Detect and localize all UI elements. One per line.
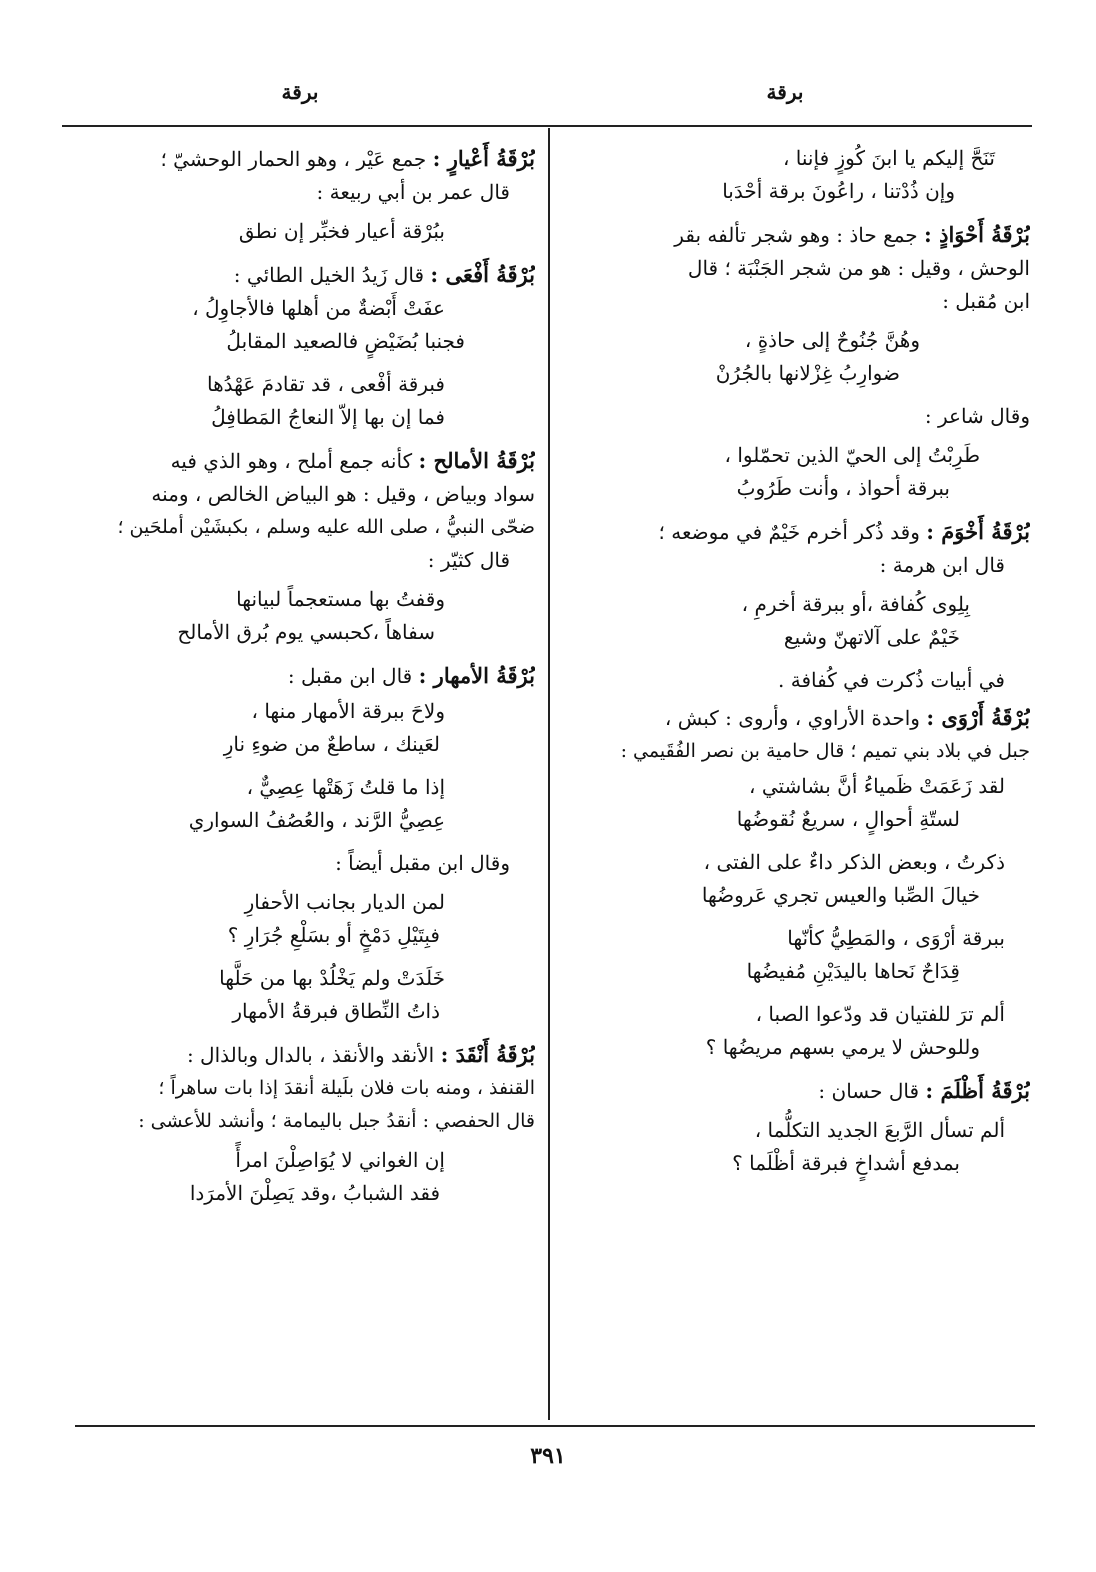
entry-text: وقال شاعر :	[924, 404, 1030, 428]
verse	[70, 695, 535, 761]
entry-burqat-ahwadh	[560, 218, 1030, 505]
entry-headword: بُرْقَةُ الأمالح :	[418, 448, 535, 473]
verse-hemistich: ذاتُ النِّطاق فبرقةُ الأمهار	[232, 999, 440, 1023]
running-header-left: برقة	[281, 80, 319, 104]
verse-hemistich: خَيْمٌ على آلاتهنّ وشيع	[783, 625, 960, 649]
verse-hemistich: ضوارِبُ غِزْلانها بالجُرُنْ	[715, 361, 900, 385]
verse	[560, 1114, 1030, 1180]
verse-hemistich: لقد زَعَمَتْ ظَمياءُ أنَّ بشاشتي ،	[749, 774, 1005, 798]
verse	[70, 962, 535, 1028]
verse-hemistich: عِصِيُّ الرَّند ، والعُصُفُ السواري	[188, 808, 445, 832]
entry-headword: بُرْقَةُ أَحْوَاذٍ :	[924, 222, 1030, 247]
verse-hemistich: لمن الديار بجانب الأحفارِ	[244, 890, 445, 914]
entry-burqat-azlam	[560, 1074, 1030, 1180]
entry-text: جبل في بلاد بني تميم ؛ قال حامية بن نصر الفُقَيمي :	[620, 740, 1030, 762]
verse-hemistich: ببُرْقة أعيار فخبِّر إن نطق	[238, 219, 445, 243]
verse-hemistich: إن الغواني لا يُوَاصِلْنَ امرأً	[235, 1148, 445, 1172]
verse-hemistich: وقفتُ بها مستعجماً لبيانها	[236, 587, 445, 611]
left-column	[70, 140, 535, 1415]
entry-text: قال عمر بن أبي ربيعة :	[316, 180, 510, 204]
entry-burqat-anqad	[70, 1038, 535, 1210]
running-header-right: برقة	[766, 80, 804, 104]
verse-hemistich: ألم تسأل الرَّبعَ الجديد التكلُّما ،	[754, 1118, 1005, 1142]
verse-hemistich: فما إن بها إلاّ النعاجُ المَطافِلُ	[211, 405, 445, 429]
entry-text: قال ابن هرمة :	[879, 553, 1005, 577]
entry-burqat-arwa	[560, 701, 1030, 1064]
verse-hemistich: عفَتْ أَبْضةٌ من أهلها فالأجاوِلُ ،	[192, 296, 445, 320]
entry-headword: بُرْقَةُ أَظْلَمَ :	[925, 1078, 1030, 1103]
verse	[560, 439, 1030, 505]
verse-hemistich: طَرِبْتُ إلى الحيّ الذين تحمّلوا ،	[724, 443, 980, 467]
header-rule	[62, 125, 1032, 127]
verse-continuation	[560, 142, 1030, 208]
verse-hemistich: وللوحش لا يرمي بسهم مريضُها ؟	[705, 1035, 980, 1059]
entry-text: الوحش ، وقيل : هو من شجر الجَنْبَة ؛ قال	[687, 256, 1030, 280]
verse-hemistich: ولاحَ ببرقة الأمهار منها ،	[251, 699, 445, 723]
entry-burqat-akhwam	[560, 515, 1030, 697]
entry-text: كأنه جمع أملح ، وهو الذي فيه	[170, 449, 413, 473]
verse-hemistich: فجنبا بُضَيْضٍ فالصعيد المقابلُ	[226, 329, 465, 353]
verse-hemistich: فقد الشبابُ ،وقد يَصِلْنَ الأمرَدا	[189, 1181, 440, 1205]
verse	[560, 770, 1030, 836]
verse-hemistich: لعَينك ، ساطعٌ من ضوءِ نارِ	[223, 732, 440, 756]
verse	[70, 583, 535, 649]
verse-hemistich: فبرقة أفْعى ، قد تقادمَ عَهْدُها	[206, 372, 445, 396]
verse-hemistich: تَنَحَّ إليكم يا ابنَ كُوزٍ فإننا ،	[782, 146, 995, 170]
entry-text: قال ابن مقبل :	[287, 664, 413, 688]
verse	[70, 771, 535, 837]
entry-burqat-al-amalih	[70, 444, 535, 649]
entry-text: جمع حاذ : وهو شجر تألفه بقر	[674, 223, 918, 247]
page-number: ٣٩١	[530, 1443, 566, 1469]
entry-text: القنفذ ، ومنه بات فلان بلَيلة أنقدَ إذا بات ساهراً ؛	[158, 1077, 535, 1099]
verse-hemistich: قِدَاحٌ نَحاها باليدَيْنِ مُفيضُها	[746, 959, 960, 983]
entry-text: ضحّى النبيُّ ، صلى الله عليه وسلم ، بكبشَيْن أملحَين ؛	[117, 516, 535, 538]
column-divider	[548, 128, 550, 1420]
entry-text: الأنقد والأنقذ ، بالدال وبالذال :	[186, 1043, 435, 1067]
verse	[560, 588, 1030, 654]
entry-text: وقد ذُكر أخرم خَيْمٌ في موضعه ؛	[658, 520, 920, 544]
entry-burqat-afa	[70, 258, 535, 434]
entry-text: جمع عَيْر ، وهو الحمار الوحشيّ ؛	[160, 147, 427, 171]
verse	[70, 292, 535, 358]
verse-hemistich: وإن ذُدْتنا ، راعُونَ برقة أحْدَبا	[722, 179, 955, 203]
entry-headword: بُرْقَةُ أَخْوَمَ :	[926, 519, 1030, 544]
entry-text: قال كثيّر :	[427, 548, 510, 572]
verse	[560, 922, 1030, 988]
entry-headword: بُرْقَةُ الأمهار :	[418, 663, 535, 688]
footer-rule	[75, 1425, 1035, 1427]
entry-headword: بُرْقَةُ أَعْيارٍ :	[432, 146, 535, 171]
entry-text: ابن مُقبل :	[942, 289, 1030, 313]
verse	[70, 368, 535, 434]
entry-text: قال حسان :	[818, 1079, 920, 1103]
entry-text: سواد وبياض ، وقيل : هو البياض الخالص ، ومنه	[151, 482, 535, 506]
entry-text: قال زَيدُ الخيل الطائي :	[233, 263, 425, 287]
verse-hemistich: خَلَدَتْ ولم يَخْلُدْ بها من حَلَّها	[219, 966, 445, 990]
verse-hemistich: فبِتَيْلِ دَمْخٍ أو بسَلْعِ جُرَارِ ؟	[227, 923, 440, 947]
verse-hemistich: خيالَ الصِّبا والعيس تجري عَروضُها	[701, 883, 980, 907]
verse	[70, 215, 535, 248]
verse	[560, 324, 1030, 390]
verse-hemistich: ببرقة أرْوَى ، والمَطِيُّ كأنّها	[787, 926, 1005, 950]
verse-hemistich: وهُنَّ جُنُوحٌ إلى حاذةٍ ،	[744, 328, 920, 352]
verse-hemistich: ذكرتُ ، وبعض الذكر داءٌ على الفتى ،	[703, 850, 1005, 874]
entry-text: في أبيات ذُكرت في كُفافة .	[778, 668, 1005, 692]
right-column	[560, 140, 1030, 1415]
entry-burqat-al-amhar	[70, 659, 535, 1028]
verse-hemistich: بِلِوى كُفافة ،أو ببرقة أخرمِ ،	[741, 592, 970, 616]
entry-text: قال الحفصي : أنقدُ جبل باليمامة ؛ وأنشد للأعشى :	[138, 1110, 535, 1132]
entry-text: واحدة الأراوي ، وأروى : كبش ،	[664, 706, 920, 730]
verse-hemistich: بمدفع أشداخٍ فبرقة أظْلَما ؟	[732, 1151, 960, 1175]
verse	[560, 998, 1030, 1064]
verse-hemistich: ببرقة أحواذ ، وأنت طَرُوبُ	[736, 476, 950, 500]
verse-hemistich: سفاهاً ،كحبسي يوم بُرق الأمالح	[177, 620, 435, 644]
verse-hemistich: لستّةِ أحوالٍ ، سريعٌ نُقوضُها	[736, 807, 960, 831]
verse	[560, 846, 1030, 912]
entry-headword: بُرْقَةُ أَفْعَى :	[430, 262, 535, 287]
entry-burqat-ayar	[70, 142, 535, 248]
entry-text: وقال ابن مقبل أيضاً :	[335, 851, 510, 875]
verse-hemistich: ألم ترَ للفتيان قد ودّعوا الصبا ،	[755, 1002, 1005, 1026]
entry-headword: بُرْقَةُ أَنْقَدَ :	[440, 1042, 535, 1067]
entry-headword: بُرْقَةُ أَرْوَى :	[926, 705, 1030, 730]
verse-hemistich: إذا ما قلتُ زَهَتْها عِصِيٌّ ،	[246, 775, 445, 799]
verse	[70, 886, 535, 952]
verse	[70, 1144, 535, 1210]
